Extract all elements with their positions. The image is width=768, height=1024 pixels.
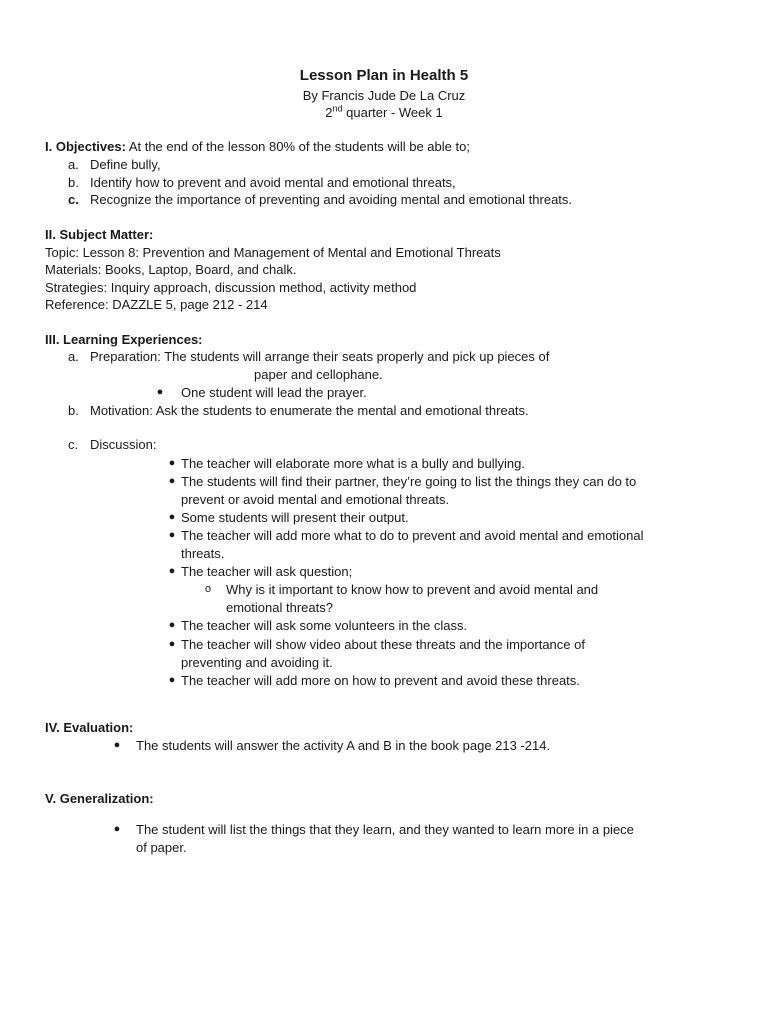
quarter-rest: quarter - Week 1 <box>342 105 443 120</box>
bullet-icon: ● <box>168 529 176 541</box>
discussion-item: Some students will present their output. <box>181 510 409 525</box>
evaluation-heading: IV. Evaluation: <box>45 720 134 735</box>
discussion-marker: c. <box>68 437 79 452</box>
preparation-marker: a. <box>68 349 79 364</box>
bullet-icon: ● <box>168 475 176 487</box>
quarter-line <box>0 104 768 122</box>
circle-bullet-icon: o <box>204 583 212 595</box>
evaluation-text: The students will answer the activity A and B in the book page 213 -214. <box>136 738 551 753</box>
discussion-item-cont: preventing and avoiding it. <box>181 655 333 670</box>
bullet-icon: ● <box>168 565 176 577</box>
subject-reference: Reference: DAZZLE 5, page 212 - 214 <box>45 297 268 312</box>
discussion-item-cont: threats. <box>181 546 225 561</box>
bullet-icon: ● <box>168 638 176 650</box>
discussion-subquestion: Why is it important to know how to prevent and avoid mental and <box>226 582 599 597</box>
bullet-icon: ● <box>168 674 176 686</box>
quarter-suffix: nd <box>332 103 343 114</box>
objectives-line <box>45 138 470 155</box>
bullet-icon: ● <box>168 619 176 631</box>
objective-text-c: Recognize the importance of preventing and avoiding mental and emotional threats. <box>90 192 573 207</box>
discussion-label: Discussion: <box>90 437 157 452</box>
bullet-icon: ● <box>113 823 121 835</box>
author-line: By Francis Jude De La Cruz <box>302 88 466 103</box>
preparation-line1: Preparation: The students will arrange their seats properly and pick up pieces of <box>90 349 550 364</box>
prayer-bullet-text: One student will lead the prayer. <box>181 385 367 400</box>
subject-materials: Materials: Books, Laptop, Board, and chalk. <box>45 262 297 277</box>
generalization-text-line1: The student will list the things that they learn, and they wanted to learn more in a piece <box>136 822 634 837</box>
discussion-item: The teacher will show video about these threats and the importance of <box>181 637 585 652</box>
objectives-intro: At the end of the lesson 80% of the students will be able to; <box>125 139 470 154</box>
generalization-text-line2: of paper. <box>136 840 187 855</box>
objectives-heading: I. Objectives: <box>45 139 126 154</box>
discussion-subquestion-cont: emotional threats? <box>226 600 333 615</box>
subject-topic: Topic: Lesson 8: Prevention and Management of Mental and Emotional Threats <box>45 245 501 260</box>
page-title: Lesson Plan in Health 5 <box>299 67 469 84</box>
bullet-icon: ● <box>168 457 176 469</box>
discussion-item: The teacher will elaborate more what is a bully and bullying. <box>181 456 525 471</box>
generalization-heading: V. Generalization: <box>45 791 154 806</box>
objective-text-a: Define bully, <box>90 157 161 172</box>
discussion-item-cont: prevent or avoid mental and emotional threats. <box>181 492 450 507</box>
bullet-icon: ● <box>113 739 121 751</box>
subject-matter-heading: II. Subject Matter: <box>45 227 154 242</box>
objective-text-b: Identify how to prevent and avoid mental and emotional threats, <box>90 175 456 190</box>
learning-heading: III. Learning Experiences: <box>45 332 203 347</box>
objective-marker-b: b. <box>68 175 79 190</box>
discussion-item: The teacher will ask question; <box>181 564 353 579</box>
discussion-item: The teacher will ask some volunteers in the class. <box>181 618 468 633</box>
motivation-text: Motivation: Ask the students to enumerate the mental and emotional threats. <box>90 403 529 418</box>
bullet-icon: ● <box>168 511 176 523</box>
objective-marker-a: a. <box>68 157 79 172</box>
preparation-line2: paper and cellophane. <box>254 367 383 382</box>
bullet-icon: ● <box>156 386 164 398</box>
discussion-item: The teacher will add more what to do to prevent and avoid mental and emotional <box>181 528 644 543</box>
discussion-item: The students will find their partner, they’re going to list the things they can do to <box>181 474 637 489</box>
subject-strategies: Strategies: Inquiry approach, discussion method, activity method <box>45 280 417 295</box>
motivation-marker: b. <box>68 403 79 418</box>
objective-marker-c: c. <box>68 192 79 207</box>
quarter-number: 2 <box>325 105 333 120</box>
discussion-item: The teacher will add more on how to prevent and avoid these threats. <box>181 673 580 688</box>
